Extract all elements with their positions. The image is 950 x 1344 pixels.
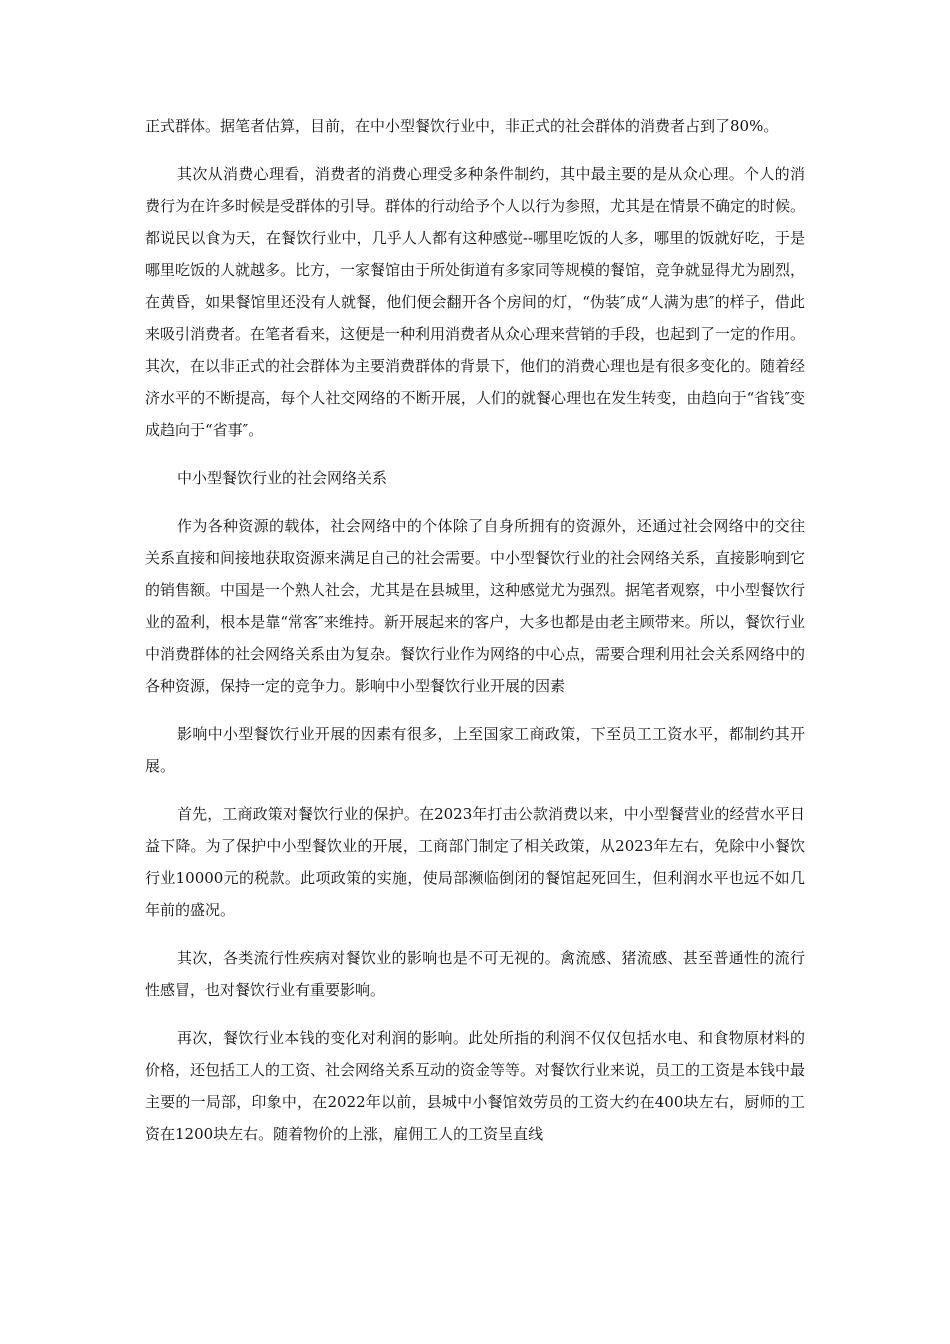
paragraph-disease: 其次，各类流行性疾病对餐饮业的影响也是不可无视的。禽流感、猪流感、甚至普通性的流行性感冒，也对餐饮行业有重要影响。	[145, 949, 805, 999]
paragraph-continued: 正式群体。据笔者估算，目前，在中小型餐饮行业中，非正式的社会群体的消费者占到了80%。	[145, 117, 779, 135]
paragraph-social-network: 作为各种资源的载体，社会网络中的个体除了自身所拥有的资源外，还通过社会网络中的交往关系直接和间接地获取资源来满足自己的社会需要。中小型餐饮行业的社会网络关系，直接影响到它的销售额。中国是一个熟人社会，尤其是在县城里，这种感觉尤为强烈。据笔者观察，中小型餐饮行业的盈利，根本是靠“常客″来维持。新开展起来的客户，大多也都是由老主顾带来。所以，餐饮行业中消费群体的社会网络关系由为复杂。餐饮行业作为网络的中心点，需要合理利用社会关系网络中的各种资源，保持一定的竞争力。影响中小型餐饮行业开展的因素	[145, 517, 806, 695]
paragraph-policy: 首先，工商政策对餐饮行业的保护。在2023年打击公款消费以来，中小型餐营业的经营水平日益下降。为了保护中小型餐饮业的开展，工商部门制定了相关政策，从2023年左右，免除中小餐饮行业10000元的税款。此项政策的实施，使局部濒临倒闭的餐馆起死回生，但利润水平也远不如几年前的盛况。	[145, 805, 805, 919]
paragraph-costs: 再次，餐饮行业本钱的变化对利润的影响。此处所指的利润不仅仅包括水电、和食物原材料的价格，还包括工人的工资、社会网络关系互动的资金等等。对餐饮行业来说，员工的工资是本钱中最主要的一局部，印象中，在2022年以前，县城中小餐馆效劳员的工资大约在400块左右，厨师的工资在1200块左右。随着物价的上涨，雇佣工人的工资呈直线	[145, 1029, 806, 1143]
paragraph-factors-intro: 影响中小型餐饮行业开展的因素有很多，上至国家工商政策，下至员工工资水平，都制约其开展。	[145, 725, 805, 775]
section-heading-social-network: 中小型餐饮行业的社会网络关系	[177, 469, 388, 487]
paragraph-consumer-psychology: 其次从消费心理看，消费者的消费心理受多种条件制约，其中最主要的是从众心理。个人的消费行为在许多时候是受群体的引导。群体的行动给予个人以行为参照，尤其是在情景不确定的时候。都说民以食为天，在餐饮行业中，几乎人人都有这种感觉--哪里吃饭的人多，哪里的饭就好吃，于是哪里吃饭的人就越多。比方，一家餐馆由于所处街道有多家同等规模的餐馆，竞争就显得尤为剧烈，在黄昏，如果餐馆里还没有人就餐，他们便会翻开各个房间的灯，“伪装″成“人满为患″的样子，借此来吸引消费者。在笔者看来，这便是一种利用消费者从众心理来营销的手段，也起到了一定的作用。其次，在以非正式的社会群体为主要消费群体的背景下，他们的消费心理也是有很多变化的。随着经济水平的不断提高，每个人社交网络的不断开展，人们的就餐心理也在发生转变，由趋向于“省钱″变成趋向于“省事″。	[145, 165, 806, 439]
document-body	[145, 110, 805, 1166]
